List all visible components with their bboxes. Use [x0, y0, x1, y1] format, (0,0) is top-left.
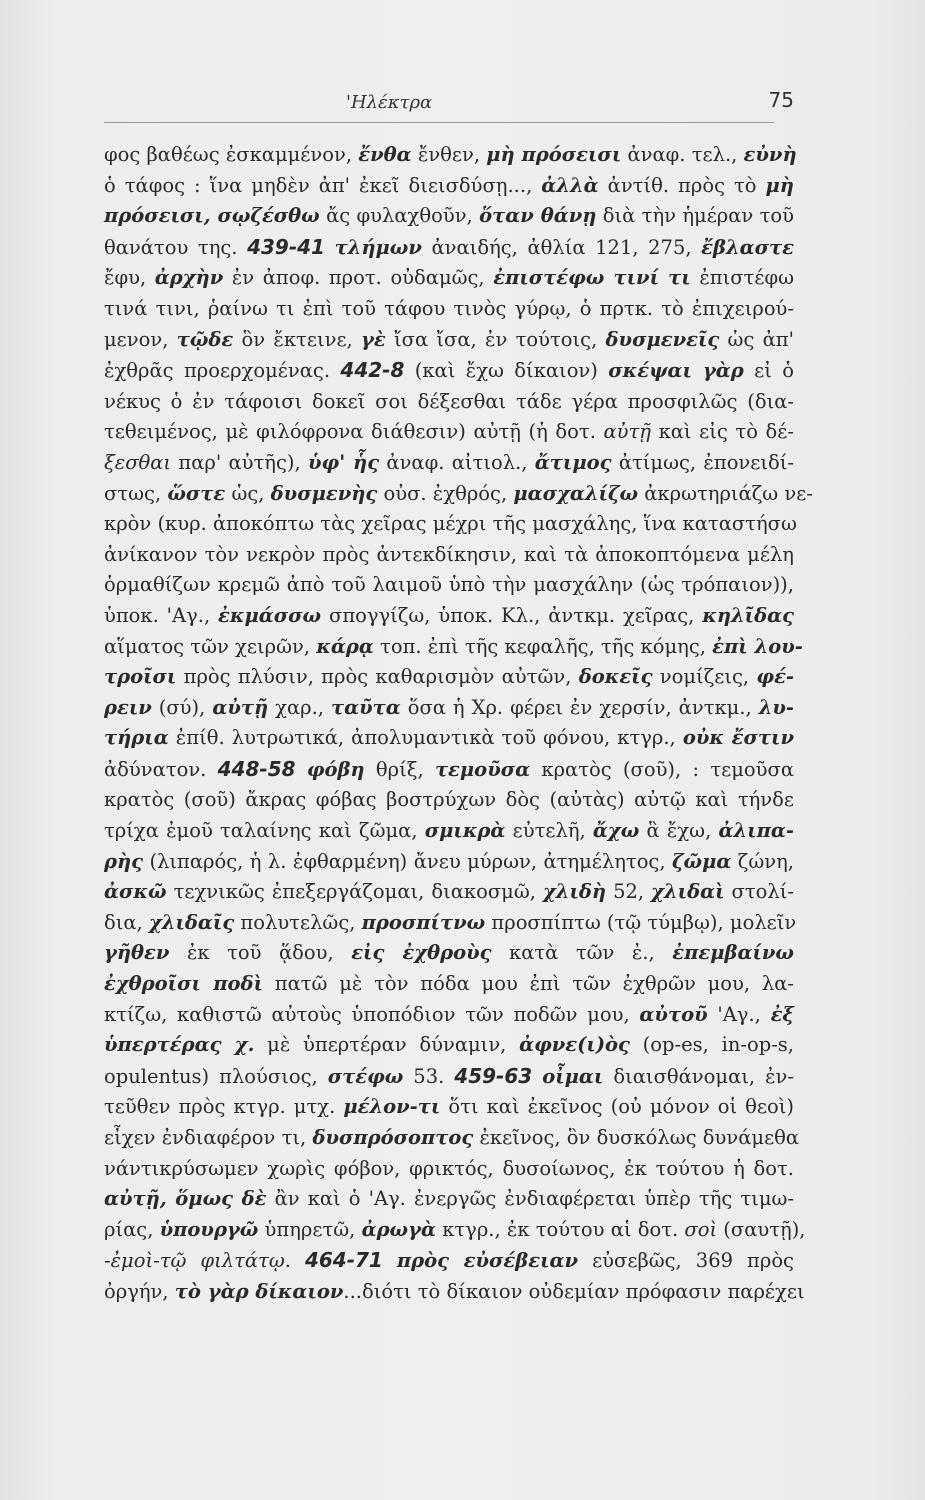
- text-segment: [325, 236, 335, 259]
- text-segment: ὡς ἀπ': [719, 327, 794, 351]
- italic-text: -ἐμοὶ-τῷ φιλτάτῳ: [104, 1249, 285, 1273]
- text-segment: ἀνίκανον τὸν νεκρὸν πρὸς ἀντεκδίκησιν, καὶ τὰ ἀποκοπτόμενα μέλη: [104, 542, 794, 566]
- lemma: τῷδε: [176, 327, 234, 351]
- text-segment: μὲ ὑπερτέραν δύναμιν,: [254, 1033, 520, 1057]
- text-line: [104, 263, 794, 294]
- text-segment: ἄς φυλαχθοῦν,: [319, 204, 480, 228]
- text-segment: ὁρμαθίζων κρεμῶ ἀπὸ τοῦ λαιμοῦ ὑπὸ τὴν μασχάλην (ὡς τρόπαιον)),: [104, 573, 794, 597]
- lemma: οὐκ ἔστιν: [682, 726, 794, 750]
- page-number: 75: [768, 88, 794, 112]
- verse-reference: 459-63: [454, 1063, 533, 1088]
- text-line: [104, 140, 797, 171]
- text-segment: τοπ. ἐπὶ τῆς κεφαλῆς, τῆς κόμης,: [373, 634, 713, 658]
- text-segment: τρίχα ἐμοῦ ταλαίνης καὶ ζῶμα,: [104, 819, 425, 843]
- lemma: ζῶμα: [671, 849, 732, 873]
- text-line: [104, 938, 794, 969]
- lemma: δυσπρόσοπτος: [312, 1126, 474, 1149]
- lemma: λυ-: [758, 695, 795, 719]
- text-segment: ἐπιστέφω: [690, 266, 794, 290]
- text-segment: νάντικρύσωμεν χωρὶς φόβον, φρικτός, δυσοίωνος, ἐκ τούτου ἡ δοτ.: [104, 1156, 794, 1180]
- text-segment: προσπίπτω (τῷ τύμβῳ), μολεῖν: [485, 910, 797, 934]
- text-segment: κρὸν (κυρ. ἀποκόπτω τὰς χεῖρας μέχρι τῆς μασχάλης, ἵνα καταστήσω: [104, 512, 797, 536]
- text-line: [104, 325, 794, 356]
- text-line: [104, 877, 794, 908]
- lemma: ἐχθροῖσι ποδὶ: [104, 972, 263, 996]
- text-line: [104, 969, 794, 1000]
- text-line: [104, 540, 794, 571]
- lemma: σκέψαι γὰρ: [608, 359, 744, 383]
- lemma: μὴ πρόσεισι: [486, 143, 622, 166]
- text-line: [104, 693, 794, 724]
- text-segment: ἔνθεν,: [411, 143, 487, 166]
- lemma: τὸ γὰρ δίκαιον: [174, 1279, 344, 1303]
- text-segment: 53.: [403, 1064, 455, 1088]
- lemma: ἐπὶ λου-: [712, 634, 803, 658]
- text-segment: ἀντίθ. πρὸς τὸ: [598, 173, 766, 197]
- text-line: [104, 662, 794, 693]
- text-segment: οὐσ. ἐχθρός,: [377, 481, 514, 505]
- lemma: ὑφ' ἧς: [308, 450, 380, 474]
- lemma: μασχαλίζω: [513, 481, 639, 505]
- lemma: ἔνθα: [358, 143, 412, 166]
- lemma: γὲ: [361, 327, 386, 351]
- text-segment: κτίζω, καθιστῶ αὐτοὺς ὑποπόδιον τῶν ποδῶν μου,: [104, 1002, 640, 1026]
- text-segment: τινά τινι, ῥαίνω τι ἐπὶ τοῦ τάφου τινὸς γύρῳ, ὁ πρτκ. τὸ ἐπιχειρού-: [104, 296, 794, 320]
- text-line: [104, 1000, 794, 1031]
- lemma: ἀσκῶ: [104, 880, 167, 904]
- text-segment: καὶ εἰς τὸ δέ-: [650, 420, 794, 444]
- text-line: [104, 1277, 805, 1308]
- verse-reference: 442-8: [340, 358, 405, 383]
- text-segment: κατὰ τῶν ἐ.,: [491, 941, 673, 965]
- text-segment: [532, 1065, 542, 1088]
- lemma: οἶμαι: [542, 1064, 604, 1088]
- text-segment: ὀργήν,: [104, 1279, 175, 1303]
- text-segment: ἀναφ. τελ.,: [621, 143, 744, 166]
- lemma: στέφω: [327, 1064, 404, 1088]
- text-segment: ὅσα ἡ Χρ. φέρει ἐν χερσίν, ἀντκμ.,: [400, 695, 759, 719]
- text-segment: ἐπίθ. λυτρωτικά, ἀπολυμαντικὰ τοῦ φόνου, κτγρ.,: [168, 726, 683, 750]
- text-segment: ἔφυ,: [104, 266, 155, 290]
- text-line: [104, 232, 794, 264]
- lemma: αὐτῇ: [212, 695, 269, 719]
- lemma: ἐπιστέφω τινί τι: [493, 266, 691, 290]
- text-segment: κρατὸς (σοῦ), : τεμοῦσα: [530, 757, 794, 781]
- text-segment: ὑποκ. 'Αγ.,: [104, 603, 219, 627]
- text-segment: (op-es, in-op-s,: [629, 1033, 794, 1057]
- page-header: [104, 78, 794, 118]
- text-segment: θρίξ,: [364, 757, 435, 781]
- text-line: [104, 509, 797, 540]
- text-line: [104, 201, 794, 232]
- text-segment: εἰ ὁ: [743, 359, 794, 383]
- text-segment: τεῦθεν πρὸς κτγρ. μτχ.: [104, 1095, 344, 1119]
- lemma: κηλῖδας: [702, 603, 794, 627]
- lemma: ἔβλαστε: [701, 235, 794, 259]
- text-segment: ὃν ἔκτεινε,: [233, 327, 362, 351]
- lemma: ὅταν θάνῃ: [479, 204, 597, 228]
- text-segment: ἐχθρᾶς προερχομένας.: [104, 359, 341, 383]
- verse-reference: 448-58: [217, 756, 296, 781]
- lemma: ἀφνε(ι)ὸς: [519, 1033, 630, 1057]
- text-line: [104, 171, 794, 202]
- text-line: [104, 448, 794, 479]
- italic-text: αὐτῇ: [603, 420, 651, 444]
- text-segment: φος βαθέως ἐσκαμμένον,: [104, 143, 359, 166]
- lemma: ρὴς: [104, 849, 144, 873]
- text-line: [104, 785, 794, 816]
- lemma: ἄχω: [592, 819, 640, 843]
- text-line: [104, 847, 794, 878]
- lemma: δοκεῖς: [578, 665, 653, 689]
- lemma: εἰς ἐχθροὺς: [351, 941, 492, 965]
- text-segment: ἐκ τοῦ ᾅδου,: [169, 941, 352, 965]
- text-line: [104, 816, 794, 847]
- lemma: ὑπερτέρας χ.: [104, 1033, 255, 1057]
- text-line: [104, 1061, 794, 1093]
- lemma: τήρια: [104, 726, 169, 750]
- lemma: ὥστε: [167, 481, 226, 505]
- lemma: πρόσεισι, σῳζέσθω: [104, 204, 320, 228]
- text-line: [104, 417, 794, 448]
- text-segment: 52,: [606, 880, 652, 904]
- text-segment: (σύ),: [151, 695, 213, 719]
- text-segment: εὐτελῆ,: [505, 819, 593, 843]
- text-segment: πρὸς πλύσιν, πρὸς καθαρισμὸν αὐτῶν,: [176, 665, 579, 689]
- text-line: [104, 387, 794, 418]
- text-segment: παρ' αὐτῆς),: [171, 450, 309, 474]
- text-line: [104, 632, 803, 663]
- text-segment: ζώνη,: [731, 849, 794, 873]
- text-segment: ρίας,: [104, 1217, 160, 1241]
- lemma: ἀρωγὰ: [361, 1217, 436, 1241]
- lemma: ἐπεμβαίνω: [672, 941, 794, 965]
- text-segment: θανάτου της.: [104, 235, 248, 259]
- text-line: [104, 479, 813, 510]
- lemma: κάρᾳ: [316, 634, 374, 658]
- text-line: [104, 1245, 794, 1277]
- text-segment: (λιπαρός, ἡ λ. ἐφθαρμένη) ἄνευ μύρων, ἀτημέλητος,: [143, 849, 672, 873]
- lemma: ἐξ: [770, 1002, 794, 1026]
- lemma: ἄτιμος: [534, 450, 612, 474]
- text-segment: στολί-: [724, 880, 794, 904]
- lemma: δυσμενεῖς: [605, 327, 720, 351]
- running-title: 'Ηλέκτρα: [346, 92, 433, 113]
- text-segment: διὰ τὴν ἡμέραν τοῦ: [596, 204, 795, 228]
- lemma: ὑπουργῶ: [159, 1217, 259, 1241]
- text-segment: ἴσα ἴσα, ἐν τούτοις,: [385, 327, 606, 351]
- lemma: μὴ: [765, 173, 794, 197]
- text-segment: [296, 758, 307, 781]
- text-line: [104, 1092, 794, 1123]
- lemma: γῆθεν: [104, 941, 170, 965]
- lemma: χλιδαῖς: [148, 910, 235, 934]
- text-line: [104, 294, 794, 325]
- text-line: [104, 1154, 794, 1185]
- lemma: ἀλιπα-: [718, 819, 794, 843]
- text-segment: ἃ ἔχω,: [639, 819, 719, 843]
- text-segment: δια,: [104, 910, 149, 934]
- text-segment: [383, 1249, 397, 1272]
- text-segment: διαισθάνομαι, ἐν-: [603, 1064, 794, 1088]
- lemma: αὐτοῦ: [639, 1002, 708, 1026]
- text-segment: ὅτι καὶ ἐκεῖνος (οὐ μόνον οἱ θεοὶ): [440, 1095, 794, 1119]
- text-segment: χαρ.,: [268, 695, 331, 719]
- text-segment: νέκυς ὁ ἐν τάφοισι δοκεῖ σοι δέξεσθαι τάδε γέρα προσφιλῶς (δια-: [104, 389, 794, 413]
- header-rule: [104, 122, 774, 123]
- text-segment: ...διότι τὸ δίκαιον οὐδεμίαν πρόφασιν παρέχει: [343, 1279, 805, 1303]
- lemma: τροῖσι: [104, 665, 177, 689]
- text-segment: τεθειμένος, μὲ φιλόφρονα διάθεσιν) αὐτῇ (ἡ δοτ.: [104, 420, 604, 444]
- text-segment: πατῶ μὲ τὸν πόδα μου ἐπὶ τῶν ἐχθρῶν μου, λα-: [263, 972, 794, 996]
- lemma: πρὸς εὐσέβειαν: [396, 1249, 579, 1273]
- text-segment: 'Αγ.,: [707, 1002, 771, 1026]
- text-line: [104, 1123, 800, 1154]
- text-line: [104, 754, 794, 786]
- lemma: αὐτῇ, ὅμως δὲ: [104, 1187, 267, 1211]
- lemma: προσπίτνω: [361, 910, 486, 934]
- text-segment: ἂν καὶ ὁ 'Αγ. ἐνεργῶς ἐνδιαφέρεται ὑπὲρ τῆς τιμω-: [266, 1187, 794, 1211]
- text-segment: ὑπηρετῶ,: [258, 1217, 362, 1241]
- text-segment: κτγρ., ἐκ τούτου αἱ δοτ.: [436, 1217, 685, 1241]
- text-line: [104, 601, 794, 632]
- lemma: φέ-: [756, 665, 795, 689]
- text-segment: ἀδύνατον.: [104, 757, 218, 781]
- text-segment: ἐν ἀποφ. προτ. οὐδαμῶς,: [223, 266, 494, 290]
- lemma: τλήμων: [334, 235, 422, 259]
- verse-reference: 439-41: [247, 234, 325, 259]
- verse-reference: 464-71: [304, 1248, 383, 1273]
- text-segment: ἀκρωτηριάζω νε-: [638, 481, 813, 505]
- text-line: [104, 570, 794, 601]
- text-segment: νομίζεις,: [652, 665, 757, 689]
- lemma: φόβη: [306, 757, 365, 781]
- italic-text: σοὶ: [684, 1217, 718, 1241]
- text-line: [104, 1184, 794, 1215]
- lemma: εὐνὴ: [743, 143, 797, 166]
- lemma: σμικρὰ: [424, 819, 506, 843]
- lemma: ἐκμάσσω: [218, 603, 322, 627]
- text-segment: κρατὸς (σοῦ) ἄκρας φόβας βοστρύχων δὸς (αὐτὰς) αὐτῷ καὶ τήνδε: [104, 788, 794, 812]
- lemma: χλιδαὶ: [651, 880, 725, 904]
- lemma: ρειν: [104, 695, 152, 719]
- italic-text: ξεσθαι: [104, 450, 172, 474]
- lemma: ἀλλὰ: [541, 173, 599, 197]
- lemma: χλιδὴ: [542, 880, 607, 904]
- text-segment: ἀναιδής, ἀθλία 121, 275,: [421, 235, 702, 259]
- text-segment: (σαυτῇ),: [717, 1217, 806, 1241]
- text-segment: (καὶ ἔχω δίκαιον): [404, 359, 609, 383]
- text-segment: ἀναφ. αἰτιολ.,: [379, 450, 535, 474]
- text-segment: εὐσεβῶς, 369 πρὸς: [578, 1249, 794, 1273]
- lemma: ἀρχὴν: [154, 266, 224, 290]
- text-segment: ὁ τάφος : ἵνα μηδὲν ἀπ' ἐκεῖ διεισδύσῃ...,: [104, 173, 542, 197]
- text-line: [104, 908, 797, 939]
- text-segment: μενον,: [104, 327, 177, 351]
- text-segment: εἶχεν ἐνδιαφέρον τι,: [104, 1126, 313, 1149]
- lemma: τεμοῦσα: [434, 757, 531, 781]
- text-line: [104, 723, 794, 754]
- lemma: ταῦτα: [330, 695, 401, 719]
- text-line: [104, 1215, 806, 1246]
- text-segment: σπογγίζω, ὑποκ. Κλ., ἀντκμ. χεῖρας,: [321, 603, 703, 627]
- text-segment: opulentus) πλούσιος,: [104, 1064, 328, 1088]
- commentary-text: [104, 140, 813, 1308]
- lemma: δυσμενὴς: [270, 481, 378, 505]
- lemma: μέλον-τι: [343, 1095, 441, 1119]
- text-segment: πολυτελῶς,: [234, 910, 362, 934]
- text-segment: αἵματος τῶν χειρῶν,: [104, 634, 317, 658]
- text-segment: .: [284, 1249, 305, 1273]
- text-segment: τεχνικῶς ἐπεξεργάζομαι, διακοσμῶ,: [166, 880, 543, 904]
- text-segment: ἐκεῖνος, ὃν δυσκόλως δυνάμεθα: [473, 1126, 800, 1149]
- text-line: [104, 355, 794, 387]
- text-segment: στως,: [104, 481, 168, 505]
- text-line: [104, 1030, 794, 1061]
- text-segment: ὡς,: [225, 481, 271, 505]
- text-segment: ἀτίμως, ἐπονειδί-: [611, 450, 795, 474]
